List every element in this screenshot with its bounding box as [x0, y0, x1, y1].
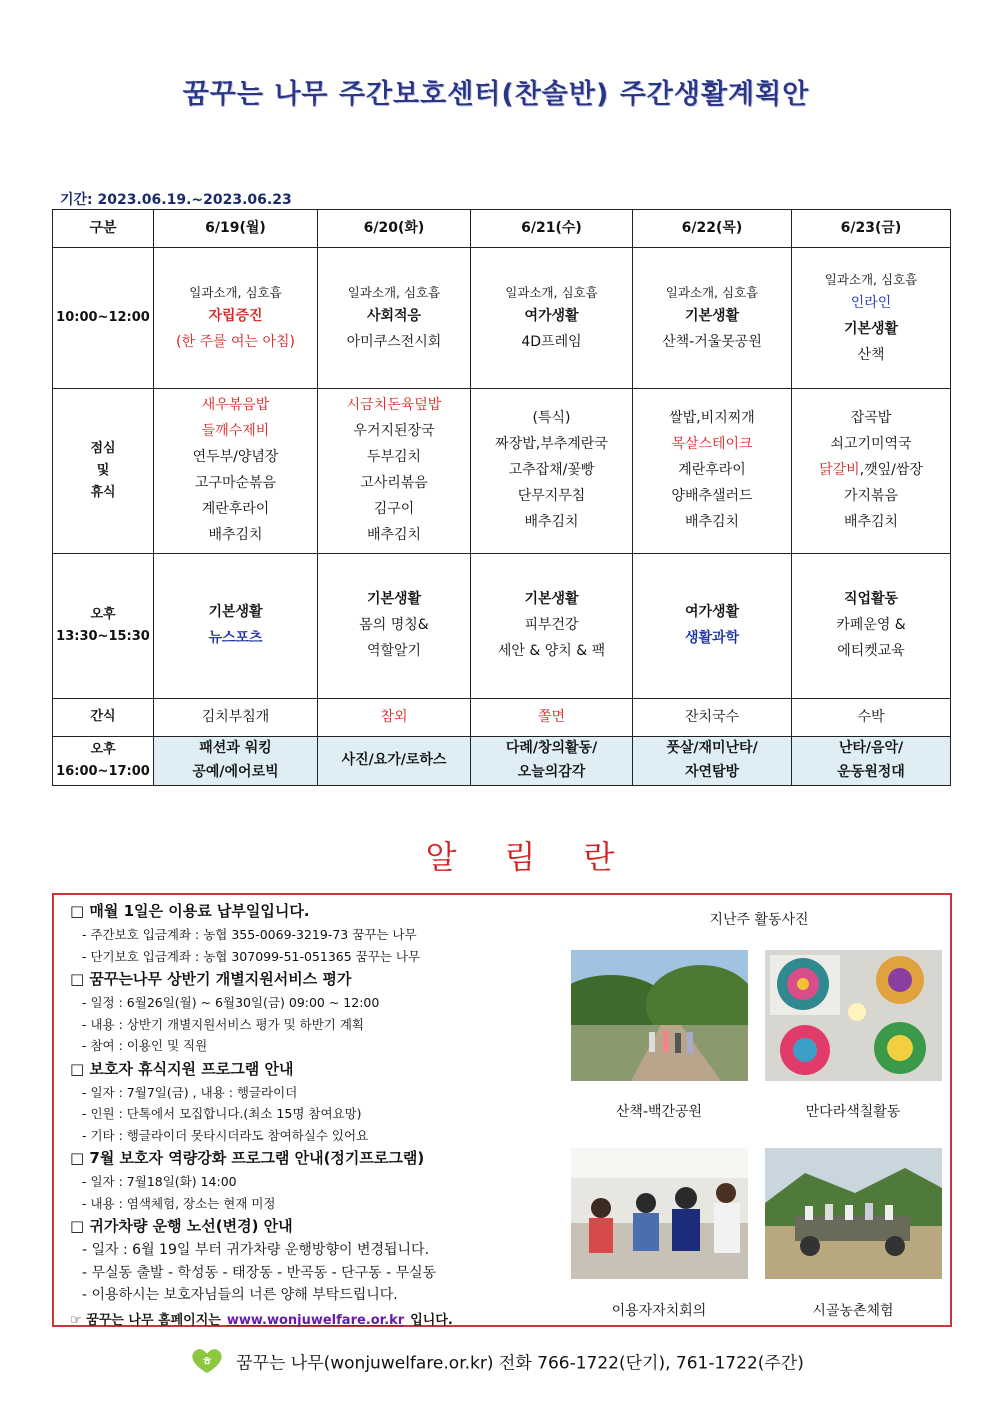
cell-line: 사진/요가/로하스	[341, 751, 447, 768]
homepage-link[interactable]: www.wonjuwelfare.or.kr	[226, 1312, 405, 1328]
notice-heading: 알림란	[425, 838, 663, 876]
schedule-cell	[633, 248, 792, 389]
cell-line: 계란후라이	[201, 500, 270, 517]
cell-line: 운동원정대	[837, 763, 905, 780]
cell-line: 기본생활	[684, 307, 740, 324]
cell-line: 김구이	[373, 500, 415, 517]
cell-line: 난타/음악/	[838, 740, 904, 756]
corner-cell: 구분	[53, 210, 154, 248]
cell-line: 가지볶음	[843, 487, 899, 504]
cell-line: 13:30~15:30	[56, 629, 150, 644]
notice-heading-item: □ 보호자 휴식지원 프로그램 안내	[70, 1059, 294, 1078]
photo-meeting	[571, 1148, 748, 1279]
row-label-morning: 10:00~12:00	[53, 248, 154, 389]
cell-line: 단무지무침	[517, 487, 586, 504]
cell-line: 배추김치	[684, 513, 740, 530]
activity-cell	[792, 737, 951, 786]
page-title: 꿈꾸는 나무 주간보호센터(찬솔반) 주간생활계획안	[182, 79, 810, 110]
notice-detail: - 인원 : 단톡에서 모집합니다.(최소 15명 참여요망)	[82, 1106, 362, 1121]
cell-line: 짜장밥,부추계란국	[495, 436, 608, 453]
cell-line: 아미쿠스전시회	[346, 333, 442, 350]
snack-cell: 참외	[318, 699, 471, 737]
cell-line: 새우볶음밥	[201, 397, 270, 414]
lunch-row	[53, 389, 951, 554]
cell-line: 고구마순볶음	[194, 475, 277, 491]
row-label-snack: 간식	[53, 699, 154, 737]
schedule-cell	[318, 248, 471, 389]
menu-cell	[154, 389, 318, 554]
cell-line: 자립증진	[208, 307, 263, 324]
homepage-note-text: ☞ 꿈꾸는 나무 홈페이지는	[70, 1312, 221, 1328]
snack-row	[53, 699, 951, 737]
cell-line: 휴식	[90, 485, 116, 501]
day-header: 6/20(화)	[318, 210, 471, 248]
cell-line: 일과소개, 심호흡	[347, 284, 441, 300]
logo-icon	[188, 1347, 226, 1380]
cell-line: 연두부/양념장	[192, 449, 279, 466]
snack-cell: 김치부침개	[154, 699, 318, 737]
cell-line: 기본생활	[366, 591, 422, 608]
cell-line: 세안 & 양치 & 팩	[497, 642, 606, 659]
menu-cell	[471, 389, 633, 554]
cell-line: 여가생활	[684, 604, 740, 621]
gallery-title: 지난주 활동사진	[709, 912, 809, 928]
schedule-cell	[471, 554, 633, 699]
cell-line: 기본생활	[843, 320, 899, 337]
notice-heading-item: □ 매월 1일은 이용료 납부일입니다.	[70, 902, 310, 920]
day-header: 6/23(금)	[792, 210, 951, 248]
page-footer	[0, 1347, 992, 1380]
cell-line: 역할알기	[366, 642, 422, 659]
snack-cell: 수박	[792, 699, 951, 737]
schedule-cell	[792, 248, 951, 389]
photo-caption: 이용자자치회의	[611, 1303, 707, 1319]
cell-line: 들깨수제비	[201, 423, 270, 440]
notice-detail: - 일정 : 6월26일(월) ~ 6월30일(금) 09:00 ~ 12:00	[82, 995, 380, 1010]
cell-line: 오후	[90, 741, 116, 757]
notice-detail: - 무실동 출발 - 학성동 - 태장동 - 반곡동 - 단구동 - 무실동	[82, 1264, 437, 1281]
cell-line: 사회적응	[366, 307, 422, 324]
plain-text: ,깻잎/쌈장	[859, 462, 923, 479]
photo-farm	[765, 1148, 942, 1279]
late-afternoon-row	[53, 737, 951, 786]
activity-cell	[154, 737, 318, 786]
cell-line: 일과소개, 심호흡	[665, 284, 759, 300]
schedule-cell	[318, 554, 471, 699]
photo-mandala	[765, 950, 942, 1081]
menu-cell	[633, 389, 792, 554]
cell-line: 잡곡밥	[850, 410, 892, 427]
menu-cell	[318, 389, 471, 554]
photo-walk	[571, 950, 748, 1081]
cell-line: 일과소개, 심호흡	[189, 284, 282, 300]
notice-board	[52, 893, 952, 1327]
cell-line: 쇠고기미역국	[830, 436, 912, 453]
notice-heading-item: □ 귀가차량 운행 노선(변경) 안내	[70, 1217, 293, 1235]
notice-detail: - 단기보호 입금계좌 : 농협 307099-51-051365 꿈꾸는 나무	[82, 948, 421, 964]
highlight-text: 닭갈비	[819, 462, 860, 479]
notice-detail: - 참여 : 이용인 및 직원	[82, 1038, 208, 1053]
cell-line: (한 주를 여는 아침)	[176, 333, 295, 350]
cell-line: 일과소개, 심호흡	[824, 271, 918, 287]
cell-line: 계란후라이	[678, 462, 746, 479]
cell-line: 산책-거울못공원	[662, 333, 762, 350]
cell-line	[792, 458, 950, 484]
cell-line: 뉴스포츠	[208, 630, 263, 646]
photo-caption: 시골농촌체험	[812, 1303, 894, 1319]
cell-line: 쌀밥,비지찌개	[669, 410, 755, 427]
cell-line: 카페운영 &	[836, 617, 906, 634]
row-label-lunch	[53, 389, 154, 554]
morning-row	[53, 248, 951, 389]
notice-detail: - 일자 : 7월18일(화) 14:00	[82, 1174, 237, 1189]
notice-heading-item: □ 7월 보호자 역량강화 프로그램 안내(정기프로그램)	[70, 1149, 425, 1167]
svg-text:ㅎ: ㅎ	[201, 1354, 213, 1368]
cell-line: 공예/에어로빅	[192, 763, 279, 780]
day-header: 6/19(월)	[154, 210, 318, 248]
snack-cell: 쫄면	[471, 699, 633, 737]
footer-text: 꿈꾸는 나무(wonjuwelfare.or.kr) 전화 766-1722(단기), 761-1722(주간)	[236, 1353, 804, 1374]
cell-line: 여가생활	[524, 307, 579, 324]
activity-cell	[318, 737, 471, 786]
notice-heading-item: □ 꿈꾸는나무 상반기 개별지원서비스 평가	[70, 970, 352, 988]
cell-line: 기본생활	[208, 604, 263, 621]
cell-line: 다례/창의활동/	[505, 740, 598, 756]
row-label-afternoon	[53, 554, 154, 699]
notice-detail: - 주간보호 입금계좌 : 농협 355-0069-3219-73 꿈꾸는 나무	[82, 927, 417, 942]
cell-line: 오늘의감각	[517, 763, 586, 780]
cell-line: 패션과 워킹	[199, 740, 272, 756]
homepage-note-text: 입니다.	[410, 1312, 453, 1328]
cell-line: 기본생활	[524, 591, 579, 608]
cell-line: 및	[96, 462, 110, 478]
cell-line: 몸의 명칭&	[359, 617, 429, 634]
period-label: 기간: 2023.06.19.~2023.06.23	[60, 192, 292, 208]
schedule-cell	[154, 248, 318, 389]
cell-line: 점심	[90, 440, 116, 456]
activity-cell	[471, 737, 633, 786]
row-label-late-afternoon	[53, 737, 154, 786]
cell-line: 산책	[857, 346, 885, 363]
notice-detail: - 일자 : 6월 19일 부터 귀가차량 운행방향이 변경됩니다.	[82, 1242, 430, 1258]
cell-line: 자연탐방	[684, 763, 740, 780]
menu-cell	[792, 389, 951, 554]
cell-line: 일과소개, 심호흡	[505, 284, 598, 300]
cell-line: 목살스테이크	[671, 436, 753, 453]
cell-line: 16:00~17:00	[56, 763, 150, 779]
cell-line: 고추잡채/꽃빵	[508, 462, 595, 479]
cell-line: 생활과학	[684, 630, 740, 646]
cell-line: 인라인	[850, 294, 892, 311]
schedule-cell	[154, 554, 318, 699]
cell-line: 에티켓교육	[837, 642, 905, 659]
photo-caption: 산책-백간공원	[615, 1104, 703, 1120]
activity-cell	[633, 737, 792, 786]
cell-line: 4D프레임	[521, 333, 582, 350]
schedule-cell	[633, 554, 792, 699]
photo-caption: 만다라색칠활동	[805, 1104, 901, 1120]
weekly-schedule-table	[52, 209, 951, 786]
day-header: 6/21(수)	[471, 210, 633, 248]
cell-line: 우거지된장국	[353, 423, 435, 440]
notice-detail: - 이용하시는 보호자님들의 너른 양해 부탁드립니다.	[82, 1287, 398, 1303]
cell-line: 배추김치	[366, 526, 422, 543]
notice-list	[70, 899, 570, 1328]
day-header: 6/22(목)	[633, 210, 792, 248]
schedule-cell	[471, 248, 633, 389]
homepage-note	[70, 1309, 570, 1328]
snack-cell: 잔치국수	[633, 699, 792, 737]
cell-line: 직업활동	[843, 591, 899, 608]
notice-detail: - 내용 : 염색체험, 장소는 현재 미정	[82, 1195, 276, 1211]
cell-line: 오후	[90, 606, 116, 622]
cell-line: 두부김치	[366, 449, 422, 466]
cell-line: 배추김치	[843, 513, 899, 530]
schedule-cell	[792, 554, 951, 699]
cell-line: 피부건강	[524, 617, 579, 634]
notice-detail: - 일자 : 7월7일(금) , 내용 : 행글라이더	[82, 1084, 298, 1100]
cell-line: 양배추샐러드	[671, 487, 753, 504]
notice-detail: - 내용 : 상반기 개별지원서비스 평가 및 하반기 계획	[82, 1016, 365, 1032]
cell-line: 풋살/재미난타/	[666, 740, 758, 756]
notice-detail: - 기타 : 행글라이더 못타시더라도 참여하실수 있어요	[82, 1127, 369, 1143]
cell-line: 시금치돈육덮밥	[346, 397, 442, 414]
cell-line: (특식)	[532, 410, 571, 427]
cell-line: 고사리볶음	[360, 475, 428, 491]
table-header-row	[53, 210, 951, 248]
cell-line: 배추김치	[208, 526, 263, 543]
cell-line: 배추김치	[524, 513, 579, 530]
afternoon-row	[53, 554, 951, 699]
